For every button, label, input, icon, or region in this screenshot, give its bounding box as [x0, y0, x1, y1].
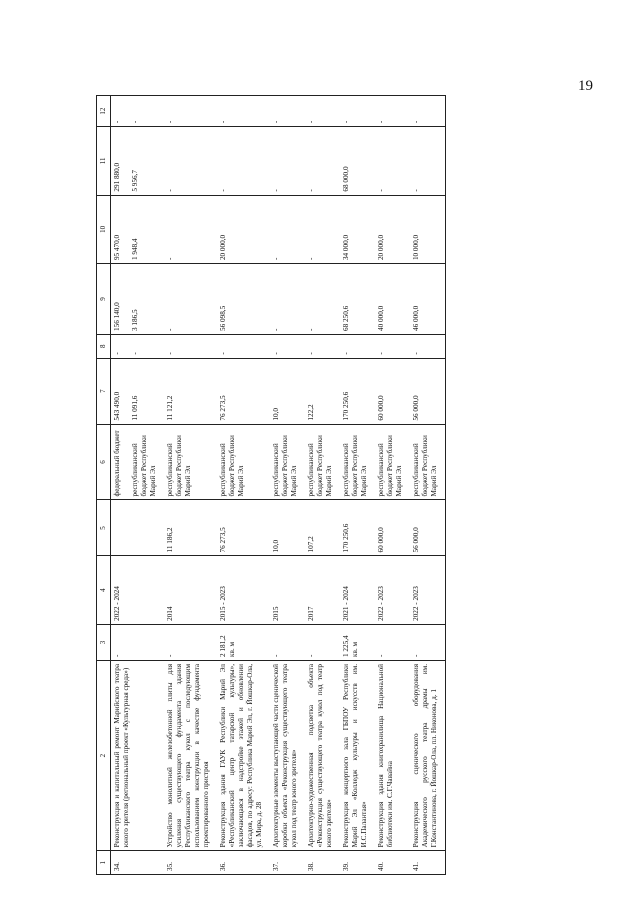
amount-col9-cell	[410, 264, 446, 335]
amount-col8-cell	[217, 334, 270, 358]
amount-col10-cell	[270, 195, 305, 263]
amount-col9-cell-entry: 46 000,0	[412, 305, 420, 331]
funding-source-cell-entry: республиканский бюджет Республики Марий Эл	[219, 435, 245, 497]
amount-col11-cell-entry: -	[219, 189, 227, 192]
funding-source-cell	[111, 424, 165, 500]
table-row	[410, 96, 446, 875]
estimated-cost-cell: 56 000,0	[410, 500, 446, 556]
total-amount-cell-entry: 11 121,2	[166, 395, 174, 421]
amount-col8-cell	[305, 334, 340, 358]
row-number: 35.	[164, 851, 217, 875]
amount-col9-cell	[164, 264, 217, 335]
amount-col11-cell-entry: -	[377, 189, 385, 192]
table-body	[111, 96, 446, 875]
table-row	[164, 96, 217, 875]
amount-col11-cell	[111, 127, 165, 195]
object-description: Реконструкция концертного зала ГБПОУ Республики Марий Эл «Колледж культуры и искусств им. И.С.Палантая»	[340, 660, 375, 850]
amount-col10-cell-entry: 20 000,0	[219, 234, 227, 261]
capacity-cell: -	[164, 624, 217, 660]
total-amount-cell	[111, 358, 165, 424]
column-header: 5	[97, 500, 111, 556]
object-description: Реконструкция и капитальный ремонт Марийского театра юного зрителя (региональный проект «Культурная среда»)	[111, 660, 165, 850]
amount-col12-cell-entry: -	[377, 120, 385, 124]
capacity-cell: -	[270, 624, 305, 660]
amount-col10-cell	[217, 195, 270, 263]
amount-col11-cell	[217, 127, 270, 195]
amount-col10-cell-entry: 10 000,0	[412, 234, 420, 261]
amount-col8-cell-entry: -	[113, 352, 121, 355]
funding-source-cell	[375, 424, 410, 500]
amount-col9-cell-entry: 40 000,0	[377, 305, 385, 331]
total-amount-cell-entry: 10,0	[272, 407, 280, 421]
object-description: Реконструкция здания книгохранилища Национальной библиотеки им. С.Г.Чавайна	[375, 660, 410, 850]
column-header: 2	[97, 660, 111, 850]
total-amount-cell	[410, 358, 446, 424]
amount-col9-cell	[375, 264, 410, 335]
amount-col12-cell-entry: -	[307, 120, 315, 124]
total-amount-cell-entry: 56 000,0	[412, 395, 420, 421]
amount-col11-cell-entry: -	[307, 189, 315, 192]
amount-col9-cell	[217, 264, 270, 335]
table-row	[340, 96, 375, 875]
page-number: 19	[578, 78, 593, 94]
total-amount-cell-entry: 170 250,6	[342, 391, 350, 421]
years-cell: 2015 - 2023	[217, 556, 270, 624]
amount-col11-cell	[305, 127, 340, 195]
years-cell: 2021 - 2024	[340, 556, 375, 624]
capacity-cell: -	[111, 624, 165, 660]
amount-col9-cell	[340, 264, 375, 335]
column-header: 8	[97, 334, 111, 358]
amount-col8-cell-entry: -	[412, 352, 420, 355]
table-row	[217, 96, 270, 875]
total-amount-cell	[305, 358, 340, 424]
column-header: 4	[97, 556, 111, 624]
amount-col8-cell	[111, 334, 165, 358]
object-description: Архитектурно-художественная подсветка объекта «Реконструкция существующего театра кукол под театр юного зрителя»	[305, 660, 340, 850]
amount-col10-cell	[375, 195, 410, 263]
funding-source-cell-entry: республиканский бюджет Республики Марий Эл	[377, 435, 403, 497]
years-cell: 2022 - 2024	[111, 556, 165, 624]
funding-source-cell	[305, 424, 340, 500]
column-header: 10	[97, 195, 111, 263]
amount-col11-cell-entry: 68 000,0	[342, 166, 350, 192]
amount-col11-cell	[270, 127, 305, 195]
amount-col11-cell	[410, 127, 446, 195]
table-row	[111, 96, 165, 875]
amount-col8-cell	[410, 334, 446, 358]
funding-source-cell	[340, 424, 375, 500]
amount-col8-cell-entry: -	[377, 352, 385, 355]
amount-col10-cell	[305, 195, 340, 263]
amount-col10-cell-entry: -	[307, 257, 315, 261]
amount-col8-cell-entry: -	[307, 352, 315, 355]
amount-col9-cell	[270, 264, 305, 335]
funding-source-cell-entry: федеральный бюджет	[113, 430, 121, 497]
amount-col8-cell-entry: -	[166, 352, 174, 355]
amount-col9-cell-entry: -	[272, 328, 280, 331]
column-header: 11	[97, 127, 111, 195]
amount-col11-cell-entry: -	[412, 189, 420, 192]
total-amount-cell-entry: 11 091,6	[131, 395, 139, 421]
total-amount-cell	[340, 358, 375, 424]
amount-col11-cell-entry: 5 956,7	[131, 170, 139, 192]
amount-col12-cell	[340, 96, 375, 127]
estimated-cost-cell: 76 273,5	[217, 500, 270, 556]
years-cell: 2015	[270, 556, 305, 624]
amount-col10-cell	[164, 195, 217, 263]
funding-source-cell	[164, 424, 217, 500]
amount-col10-cell	[410, 195, 446, 263]
amount-col8-cell	[340, 334, 375, 358]
amount-col12-cell-entry: -	[272, 120, 280, 124]
estimated-cost-cell: 170 250,6	[340, 500, 375, 556]
total-amount-cell-entry: 60 000,0	[377, 395, 385, 421]
amount-col11-cell-entry: -	[166, 189, 174, 192]
amount-col12-cell	[375, 96, 410, 127]
capacity-cell: 2 181,2 кв. м	[217, 624, 270, 660]
funding-source-cell	[270, 424, 305, 500]
capacity-cell: -	[375, 624, 410, 660]
amount-col12-cell	[217, 96, 270, 127]
object-description: Реконструкция здания ГАУК Республики Марий Эл «Республиканский центр татарской культуры», заключающаяся в надстройке этажей и обновлении фасадов, по адресу: Республика Марий Эл, г. Йошкар-Ола, ул. Мира, д. 28	[217, 660, 270, 850]
amount-col12-cell-entry: -	[113, 120, 121, 124]
amount-col9-cell-entry: -	[166, 328, 174, 331]
amount-col10-cell-entry: 1 948,4	[131, 238, 139, 261]
amount-col10-cell-entry: 20 000,0	[377, 234, 385, 261]
amount-col12-cell-entry: -	[342, 120, 350, 124]
funding-source-cell-entry: республиканский бюджет Республики Марий Эл	[307, 435, 333, 497]
amount-col8-cell	[164, 334, 217, 358]
amount-col12-cell-entry: -	[219, 120, 227, 124]
amount-col8-cell	[375, 334, 410, 358]
amount-col10-cell	[340, 195, 375, 263]
row-number: 40.	[375, 851, 410, 875]
years-cell: 2017	[305, 556, 340, 624]
amount-col11-cell-entry: -	[272, 189, 280, 192]
amount-col9-cell	[305, 264, 340, 335]
years-cell: 2022 - 2023	[375, 556, 410, 624]
amount-col8-cell-entry: -	[131, 352, 139, 355]
funding-source-cell-entry: республиканский бюджет Республики Марий Эл	[166, 435, 192, 497]
total-amount-cell	[217, 358, 270, 424]
amount-col9-cell-entry: 156 140,0	[113, 302, 121, 331]
column-header: 6	[97, 424, 111, 500]
amount-col9-cell-entry: 3 186,5	[131, 309, 139, 331]
capacity-cell: -	[305, 624, 340, 660]
total-amount-cell	[270, 358, 305, 424]
total-amount-cell	[164, 358, 217, 424]
total-amount-cell-entry: 122,2	[307, 404, 315, 421]
estimated-cost-cell	[111, 500, 165, 556]
funding-source-cell-entry: республиканский бюджет Республики Марий Эл	[131, 435, 157, 497]
amount-col12-cell	[164, 96, 217, 127]
object-description: Устройство монолитной железобетонной плиты для усиления существующего фундамента здания Республиканского театра кукол с последующим использованием конструкции в качестве фундамента проектированного пристроя	[164, 660, 217, 850]
row-number: 36.	[217, 851, 270, 875]
funding-source-cell-entry: республиканский бюджет Республики Марий Эл	[412, 435, 438, 497]
table-row	[375, 96, 410, 875]
amount-col12-cell	[111, 96, 165, 127]
table-row	[305, 96, 340, 875]
object-description: Реконструкция сценического оборудования Академического русского театра драмы им. Г.Константинова, г. Йошкар-Ола, пл. Никонова, д. 1	[410, 660, 446, 850]
column-header: 12	[97, 96, 111, 127]
amount-col12-cell-entry: -	[412, 120, 420, 124]
row-number: 34.	[111, 851, 165, 875]
amount-col10-cell-entry: -	[166, 257, 174, 261]
row-number: 41.	[410, 851, 446, 875]
amount-col8-cell	[270, 334, 305, 358]
rotated-table-container	[96, 95, 596, 875]
amount-col10-cell-entry: 34 000,0	[342, 234, 350, 261]
table-row	[270, 96, 305, 875]
estimated-cost-cell: 60 000,0	[375, 500, 410, 556]
years-cell: 2022 - 2023	[410, 556, 446, 624]
amount-col10-cell	[111, 195, 165, 263]
funding-source-cell	[217, 424, 270, 500]
estimated-cost-cell: 11 186,2	[164, 500, 217, 556]
amount-col12-cell-entry: -	[131, 120, 139, 124]
estimated-cost-cell: 107,2	[305, 500, 340, 556]
amount-col11-cell	[340, 127, 375, 195]
amount-col8-cell-entry: -	[342, 352, 350, 355]
total-amount-cell-entry: 543 490,0	[113, 391, 121, 421]
amount-col11-cell	[164, 127, 217, 195]
row-number: 38.	[305, 851, 340, 875]
amount-col9-cell	[111, 264, 165, 335]
capacity-cell: 1 225,4 кв. м	[340, 624, 375, 660]
investment-table	[96, 95, 446, 875]
row-number: 39.	[340, 851, 375, 875]
amount-col10-cell-entry: -	[272, 257, 280, 261]
estimated-cost-cell: 10,0	[270, 500, 305, 556]
capacity-cell: -	[410, 624, 446, 660]
amount-col10-cell-entry: 95 470,0	[113, 234, 121, 261]
column-header: 7	[97, 358, 111, 424]
amount-col8-cell-entry: -	[272, 352, 280, 355]
column-header-row	[97, 96, 111, 875]
column-header: 9	[97, 264, 111, 335]
amount-col12-cell-entry: -	[166, 120, 174, 124]
amount-col12-cell	[270, 96, 305, 127]
row-number: 37.	[270, 851, 305, 875]
years-cell: 2014	[164, 556, 217, 624]
amount-col9-cell-entry: 56 098,5	[219, 305, 227, 331]
amount-col12-cell	[305, 96, 340, 127]
funding-source-cell-entry: республиканский бюджет Республики Марий Эл	[342, 435, 368, 497]
amount-col11-cell-entry: 291 880,0	[113, 162, 121, 192]
column-header: 1	[97, 851, 111, 875]
amount-col12-cell	[410, 96, 446, 127]
amount-col9-cell-entry: 68 250,6	[342, 305, 350, 331]
funding-source-cell	[410, 424, 446, 500]
column-header: 3	[97, 624, 111, 660]
total-amount-cell-entry: 76 273,5	[219, 395, 227, 421]
object-description: Архитектурные элементы выступающей части сценической коробки объекта «Реконструкция существующего театра кукол под театр юного зрителя»	[270, 660, 305, 850]
amount-col11-cell	[375, 127, 410, 195]
total-amount-cell	[375, 358, 410, 424]
funding-source-cell-entry: республиканский бюджет Республики Марий Эл	[272, 435, 298, 497]
amount-col8-cell-entry: -	[219, 352, 227, 355]
amount-col9-cell-entry: -	[307, 328, 315, 331]
